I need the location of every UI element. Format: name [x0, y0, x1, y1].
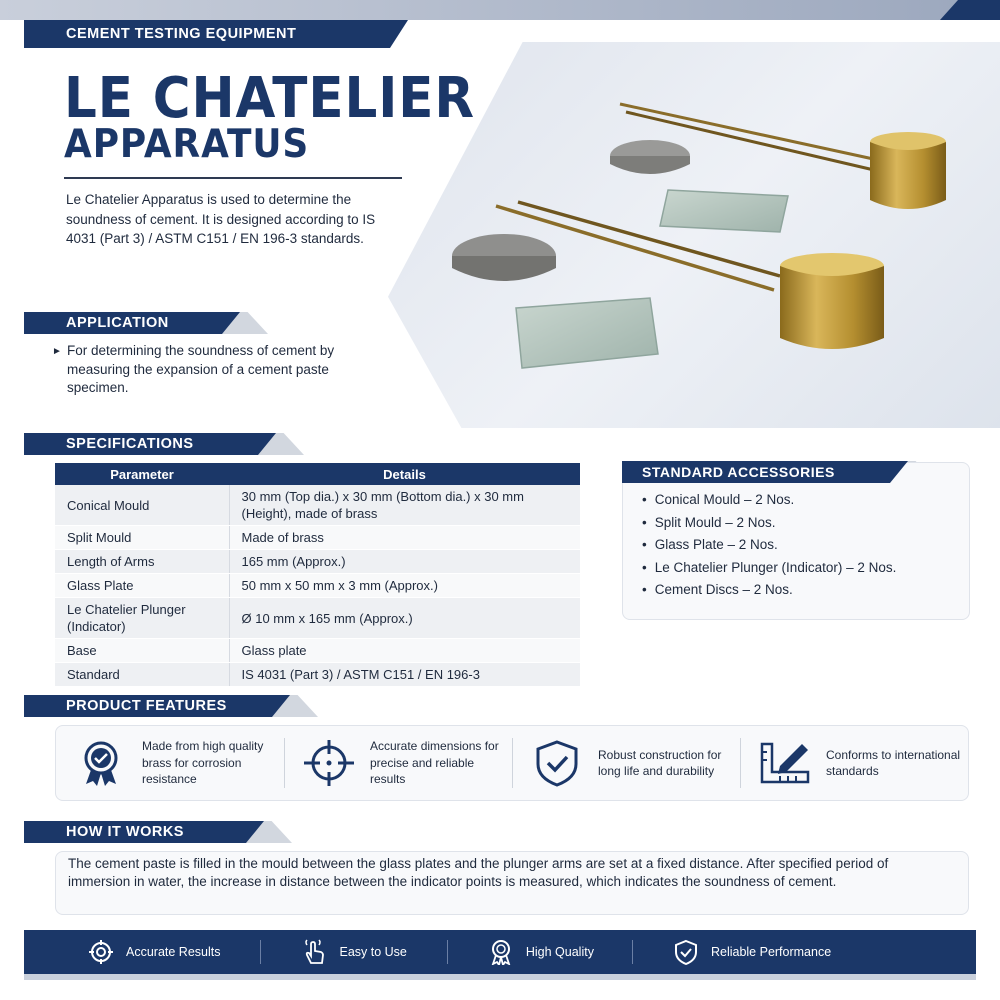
parameter-cell: Le Chatelier Plunger (Indicator): [55, 598, 229, 639]
specifications-heading: SPECIFICATIONS: [66, 436, 194, 452]
category-banner: [24, 20, 390, 48]
table-row: [55, 526, 580, 550]
list-item: • Le Chatelier Plunger (Indicator) – 2 Nos.: [642, 558, 896, 581]
how-it-works-text: The cement paste is filled in the mould between the glass plates and the plunger arms are set at a fixed distance. After specified period of immersion in water, the increase in distance between the indicator points is measured, which indicates the soundness of cement.: [68, 856, 889, 889]
details-cell: Made of brass: [229, 526, 580, 550]
specifications-table: [55, 463, 580, 687]
award-ribbon-icon: [488, 939, 514, 965]
product-subtitle: APPARATUS: [64, 122, 310, 167]
accessories-heading: STANDARD ACCESSORIES: [642, 464, 835, 480]
application-heading: APPLICATION: [66, 315, 169, 331]
application-banner: [24, 312, 220, 334]
footer-label: Accurate Results: [126, 945, 221, 959]
table-header-row: [55, 463, 580, 485]
footer-label: Easy to Use: [339, 945, 407, 959]
shield-check-icon: [528, 737, 586, 789]
accessories-banner: [622, 461, 888, 483]
bottom-edge: [24, 974, 976, 980]
footer-item: [488, 930, 594, 974]
parameter-cell: Standard: [55, 663, 229, 687]
footer-item: [301, 930, 406, 974]
parameter-cell: Base: [55, 639, 229, 663]
feature-item: [512, 726, 740, 800]
application-text: For determining the soundness of cement by measuring the expansion of a cement paste specimen.: [67, 343, 335, 395]
features-heading: PRODUCT FEATURES: [66, 698, 227, 714]
details-cell: Ø 10 mm x 165 mm (Approx.): [229, 598, 580, 639]
feature-text: Accurate dimensions for precise and reliable results: [370, 739, 499, 787]
footer-item: [88, 930, 220, 974]
category-label: CEMENT TESTING EQUIPMENT: [66, 26, 297, 42]
feature-text: Made from high quality brass for corrosion resistance: [142, 739, 264, 787]
shield-check-icon: [673, 939, 699, 965]
top-accent-bar: [0, 0, 1000, 20]
footer-label: High Quality: [525, 945, 594, 959]
feature-text: Conforms to international standards: [826, 747, 961, 778]
list-item: • Conical Mould – 2 Nos.: [642, 490, 896, 513]
column-header: Parameter: [55, 463, 229, 485]
parameter-cell: Glass Plate: [55, 574, 229, 598]
details-cell: IS 4031 (Part 3) / ASTM C151 / EN 196-3: [229, 663, 580, 687]
features-card: [55, 725, 969, 801]
table-row: [55, 663, 580, 687]
feature-item: [284, 726, 512, 800]
table-row: [55, 550, 580, 574]
details-cell: 165 mm (Approx.): [229, 550, 580, 574]
footer-label: Reliable Performance: [710, 945, 832, 959]
ruler-pencil-icon: [756, 737, 814, 789]
features-banner: [24, 695, 270, 717]
parameter-cell: Length of Arms: [55, 550, 229, 574]
list-item: • Glass Plate – 2 Nos.: [642, 535, 896, 558]
list-item: • Split Mould – 2 Nos.: [642, 513, 896, 536]
details-cell: Glass plate: [229, 639, 580, 663]
details-cell: 50 mm x 50 mm x 3 mm (Approx.): [229, 574, 580, 598]
how-it-works-heading: HOW IT WORKS: [66, 824, 184, 840]
crosshair-target-icon: [300, 737, 358, 789]
title-divider: [64, 177, 402, 179]
quality-badge-icon: [72, 737, 130, 789]
column-header: Details: [229, 463, 580, 485]
how-it-works-banner: [24, 821, 244, 843]
feature-item: [56, 726, 284, 800]
parameter-cell: Split Mould: [55, 526, 229, 550]
table-row: [55, 598, 580, 639]
target-icon: [88, 939, 114, 965]
footer-bar: [24, 930, 976, 974]
footer-item: [673, 930, 831, 974]
triangle-bullet-icon: ►: [52, 346, 62, 357]
product-description: Le Chatelier Apparatus is used to determine the soundness of cement. It is designed according to IS 4031 (Part 3) / ASTM C151 / EN 196-3 standards.: [66, 192, 376, 246]
product-title: LE CHATELIER: [64, 66, 476, 131]
feature-item: [740, 726, 968, 800]
table-row: [55, 639, 580, 663]
specifications-banner: [24, 433, 256, 455]
application-item: [52, 342, 382, 398]
table-row: [55, 574, 580, 598]
parameter-cell: Conical Mould: [55, 485, 229, 526]
list-item: • Cement Discs – 2 Nos.: [642, 580, 896, 603]
accessories-list: [642, 490, 896, 603]
product-photo: [388, 42, 1000, 428]
table-row: [55, 485, 580, 526]
hand-pointer-icon: [301, 939, 327, 965]
feature-text: Robust construction for long life and durability: [598, 747, 722, 778]
details-cell: 30 mm (Top dia.) x 30 mm (Bottom dia.) x 30 mm (Height), made of brass: [229, 485, 580, 526]
